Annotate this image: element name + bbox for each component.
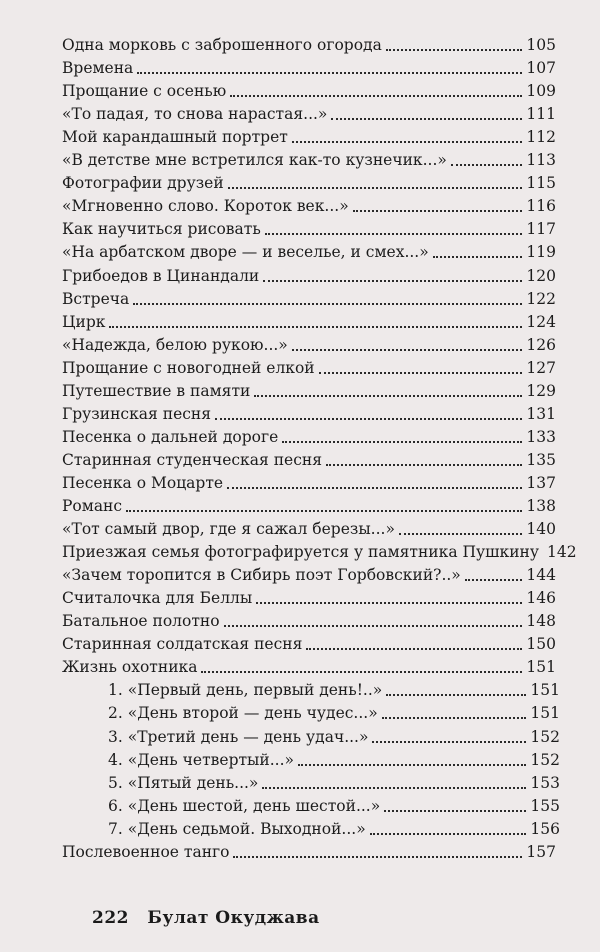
- toc-entry-page: 135: [526, 450, 556, 469]
- toc-entry-title: «Тот самый двор, где я сажал березы...»: [62, 520, 395, 539]
- toc-entry: [62, 148, 556, 170]
- leader-dots: [370, 833, 527, 835]
- leader-dots: [262, 787, 526, 789]
- leader-dots: [465, 579, 523, 581]
- toc-entry-title: Песенка о Моцарте: [62, 473, 224, 492]
- toc-entry-page: 126: [526, 335, 556, 354]
- toc-entry: [62, 310, 556, 332]
- leader-dots: [201, 671, 522, 673]
- toc-entry: [62, 287, 556, 309]
- leader-dots: [386, 49, 523, 51]
- toc-entry: [62, 194, 556, 216]
- toc-entry-title: Жизнь охотника: [62, 658, 198, 677]
- leader-dots: [265, 233, 523, 235]
- toc-entry: [62, 840, 556, 862]
- toc-entry: [62, 402, 556, 424]
- toc-entry-title: «Надежда, белою рукою...»: [62, 335, 288, 354]
- toc-entry-page: 131: [526, 404, 556, 423]
- toc-entry-page: 112: [526, 128, 556, 147]
- toc-entry-page: 133: [526, 427, 556, 446]
- toc-entry-title: Мой карандашный портрет: [62, 128, 288, 147]
- toc-entry-page: 105: [526, 36, 556, 54]
- toc-entry-page: 151: [530, 681, 560, 700]
- toc-entry: [108, 701, 560, 723]
- toc-entry-title: Грузинская песня: [62, 404, 212, 423]
- toc-entry: [62, 632, 556, 654]
- toc-entry-page: 124: [526, 312, 556, 331]
- toc-entry: [62, 471, 556, 493]
- toc-entry-page: 122: [526, 289, 556, 308]
- toc-entry-page: 146: [526, 589, 556, 608]
- toc-entry-title: Батальное полотно: [62, 612, 220, 631]
- toc-entry-page: 116: [526, 197, 556, 216]
- toc-entry-title: Прощание с осенью: [62, 82, 227, 101]
- toc-entry: [62, 379, 556, 401]
- toc-entry-page: 120: [526, 266, 556, 285]
- toc-entry: [108, 817, 560, 839]
- toc-entry-page: 148: [526, 612, 556, 631]
- toc-entry-page: 115: [526, 174, 556, 193]
- leader-dots: [292, 141, 523, 143]
- toc-entry: [62, 540, 577, 562]
- toc-entry-title: 2. «День второй — день чудес...»: [108, 704, 378, 723]
- toc-entry: [108, 678, 560, 700]
- toc-entry-page: 152: [530, 727, 560, 746]
- toc-entry-title: Приезжая семья фотографируется у памятника Пушкину: [62, 543, 540, 562]
- toc-entry: [62, 586, 556, 608]
- toc-entry: [62, 609, 556, 631]
- toc-entry-title: «Мгновенно слово. Короток век...»: [62, 197, 349, 216]
- leader-dots: [126, 510, 522, 512]
- toc-entry: [62, 56, 556, 78]
- toc-entry: [62, 240, 556, 262]
- toc-entry-title: Встреча: [62, 289, 130, 308]
- toc-entry-title: 1. «Первый день, первый день!..»: [108, 681, 383, 700]
- leader-dots: [254, 395, 522, 397]
- toc-entry-page: 113: [526, 151, 556, 170]
- toc-entry-page: 156: [530, 819, 560, 838]
- toc-entry-title: Песенка о дальней дороге: [62, 427, 279, 446]
- toc-entry: [108, 748, 560, 770]
- leader-dots: [228, 187, 523, 189]
- leader-dots: [224, 625, 523, 627]
- toc-entry-title: 5. «Пятый день...»: [108, 773, 259, 792]
- toc-entry-page: 140: [526, 520, 556, 539]
- toc-entry-page: 152: [530, 750, 560, 769]
- leader-dots: [353, 210, 523, 212]
- leader-dots: [215, 418, 522, 420]
- toc-entry-page: 107: [526, 59, 556, 78]
- toc-entry-title: Послевоенное танго: [62, 842, 230, 861]
- toc-entry-title: «В детстве мне встретился как-то кузнечик...»: [62, 151, 447, 170]
- leader-dots: [292, 349, 523, 351]
- leader-dots: [451, 164, 523, 166]
- toc-entry: [62, 356, 556, 378]
- leader-dots: [263, 280, 522, 282]
- toc-entry-title: 6. «День шестой, день шестой...»: [108, 796, 381, 815]
- toc-entry: [62, 448, 556, 470]
- leader-dots: [109, 326, 522, 328]
- toc-entry-page: 129: [526, 381, 556, 400]
- toc-entry-title: 7. «День седьмой. Выходной...»: [108, 819, 366, 838]
- toc-entry-page: 127: [526, 358, 556, 377]
- toc-entry-title: Считалочка для Беллы: [62, 589, 253, 608]
- toc-entry-title: Путешествие в памяти: [62, 381, 251, 400]
- toc-entry: [62, 171, 556, 193]
- toc-entry: [108, 725, 560, 747]
- toc-entry-title: 4. «День четвертый...»: [108, 750, 294, 769]
- toc-entry-title: Грибоедов в Цинандали: [62, 266, 260, 285]
- toc-entry-page: 109: [526, 82, 556, 101]
- footer-page-number: 222: [92, 908, 129, 928]
- toc-entry: [62, 655, 556, 677]
- toc-entry-page: 142: [547, 543, 577, 562]
- toc-entry-title: «Зачем торопится в Сибирь поэт Горбовский?..»: [62, 566, 461, 585]
- toc-entry-page: 119: [526, 243, 556, 262]
- leader-dots: [298, 764, 526, 766]
- toc-entry-title: Цирк: [62, 312, 106, 331]
- toc-entry: [62, 125, 556, 147]
- leader-dots: [306, 648, 522, 650]
- leader-dots: [137, 72, 522, 74]
- toc-entry-title: «То падая, то снова нарастая...»: [62, 105, 328, 124]
- toc-entry-title: Фотографии друзей: [62, 174, 224, 193]
- toc-entry: [62, 425, 556, 447]
- toc-entry: [62, 33, 556, 55]
- leader-dots: [384, 810, 526, 812]
- leader-dots: [227, 487, 522, 489]
- leader-dots: [326, 464, 522, 466]
- toc-entry-title: Как научиться рисовать: [62, 220, 261, 239]
- toc-entry-page: 144: [526, 566, 556, 585]
- leader-dots: [331, 118, 522, 120]
- toc-entry: [62, 264, 556, 286]
- toc-entry-title: 3. «Третий день — день удач...»: [108, 727, 369, 746]
- toc-entry-page: 157: [526, 842, 556, 861]
- leader-dots: [372, 741, 526, 743]
- footer-author: Булат Окуджава: [147, 908, 320, 928]
- toc-entry: [62, 102, 556, 124]
- leader-dots: [399, 533, 522, 535]
- toc-entry-title: Старинная студенческая песня: [62, 450, 322, 469]
- toc-entry-title: Одна морковь с заброшенного огорода: [62, 36, 382, 54]
- toc-entry-page: 151: [530, 704, 560, 723]
- toc-entry-page: 151: [526, 658, 556, 677]
- toc-entry: [108, 794, 560, 816]
- toc-entry: [62, 563, 556, 585]
- toc-entry: [62, 79, 556, 101]
- toc-entry-title: Старинная солдатская песня: [62, 635, 303, 654]
- leader-dots: [133, 303, 522, 305]
- running-footer: [92, 908, 320, 928]
- toc-entry-page: 153: [530, 773, 560, 792]
- toc-entry-page: 111: [526, 105, 556, 124]
- toc-entry: [62, 517, 556, 539]
- leader-dots: [256, 602, 522, 604]
- toc-entry-page: 155: [530, 796, 560, 815]
- leader-dots: [282, 441, 522, 443]
- toc-entry-title: Романс: [62, 497, 123, 515]
- toc-entry: [62, 217, 556, 239]
- leader-dots: [433, 256, 523, 258]
- toc-entry-page: 137: [526, 473, 556, 492]
- toc-entry: [108, 771, 560, 793]
- toc-entry: [62, 333, 556, 355]
- toc-entry-title: Прощание с новогодней елкой: [62, 358, 315, 377]
- toc-entry-page: 138: [526, 497, 556, 515]
- toc-entry-title: «На арбатском дворе — и веселье, и смех...»: [62, 243, 429, 262]
- leader-dots: [382, 717, 527, 719]
- toc-entry-page: 117: [526, 220, 556, 239]
- leader-dots: [233, 856, 522, 858]
- toc-entry: [62, 494, 556, 516]
- leader-dots: [386, 694, 526, 696]
- leader-dots: [230, 95, 522, 97]
- leader-dots: [319, 372, 523, 374]
- toc-entry-page: 150: [526, 635, 556, 654]
- toc-entry-title: Времена: [62, 59, 134, 78]
